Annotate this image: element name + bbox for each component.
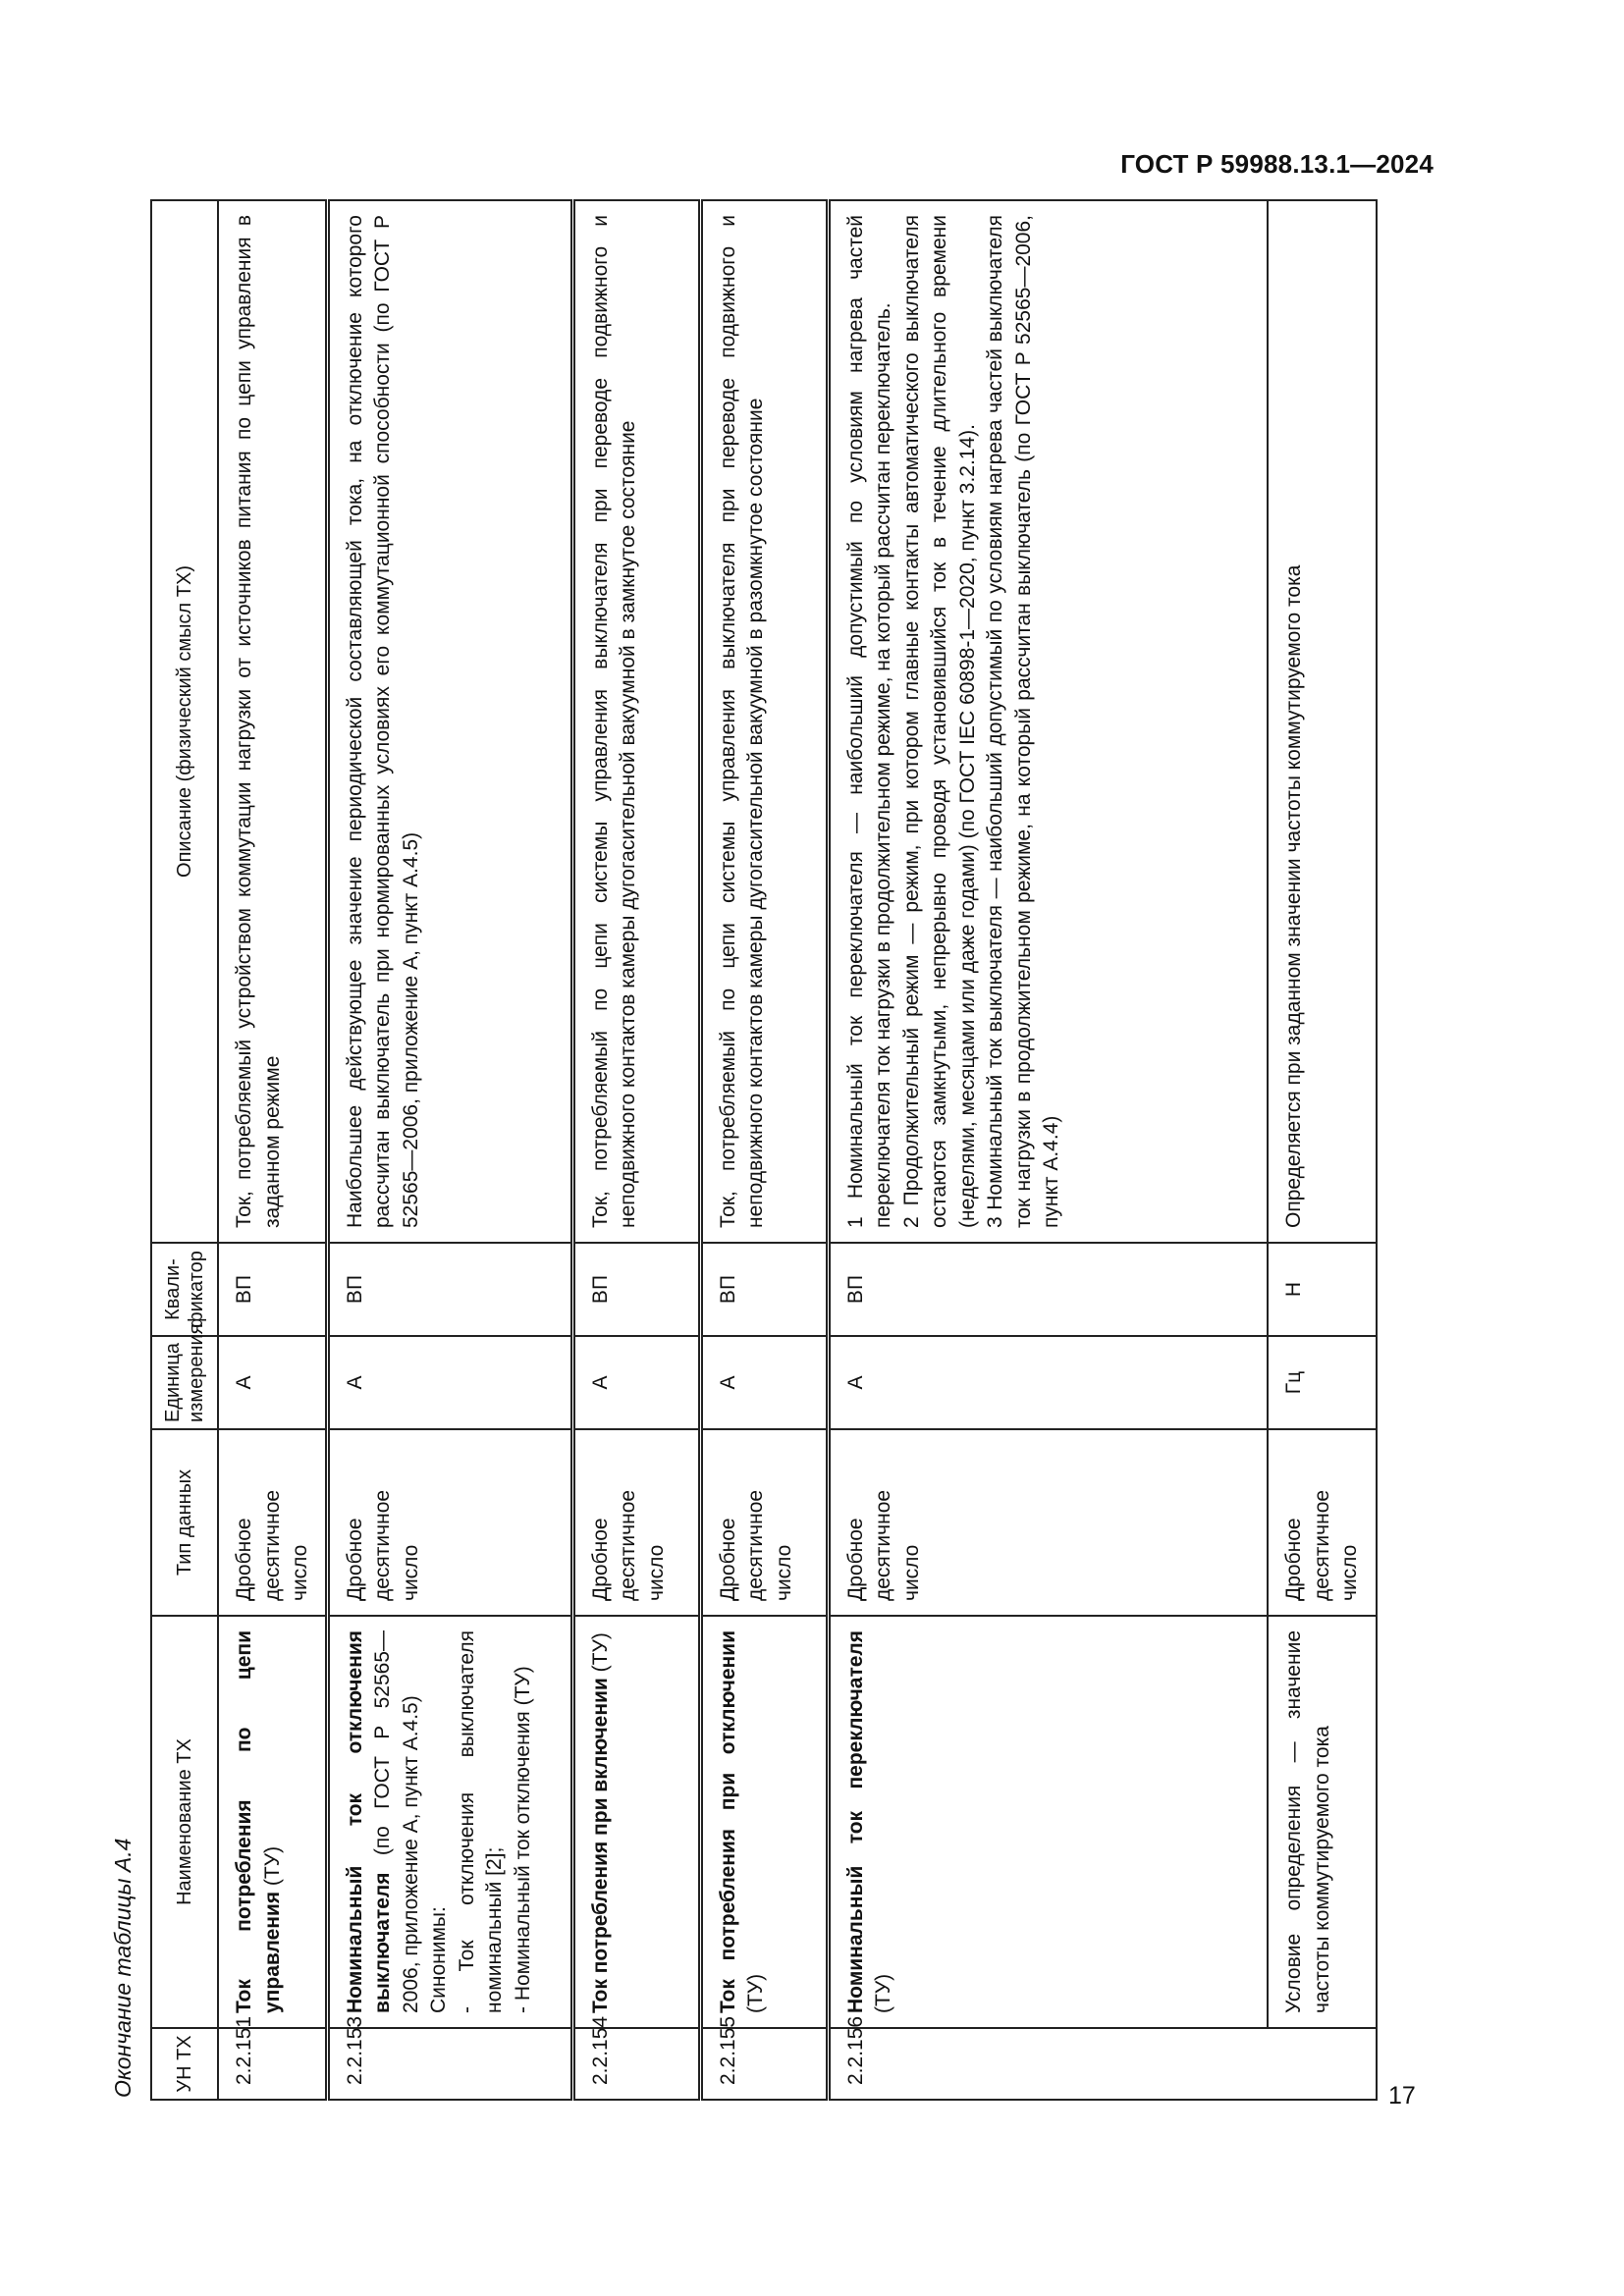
cell-name (700, 1616, 828, 2028)
cell-qualifier: ВП (572, 1243, 700, 1336)
cell-code: 2.2.153 (327, 2028, 572, 2100)
table-row (218, 200, 327, 2100)
table-row (828, 200, 1268, 2100)
description-note: 1 Номинальный ток переключателя — наибольший допустимый по условиям нагрева частей переключателя ток нагрузки в продолжительном режиме, на который рассчитан переключатель. (843, 215, 894, 1228)
cell-unit: А (572, 1336, 700, 1429)
cell-description: Ток, потребляемый устройством коммутации нагрузки от источников питания по цепи управления в заданном режиме (218, 200, 327, 1243)
cell-unit: А (218, 1336, 327, 1429)
cell-unit: А (828, 1336, 1268, 1429)
cell-qualifier: ВП (828, 1243, 1268, 1336)
cell-code: 2.2.155 (700, 2028, 828, 2100)
table-caption: Окончание таблицы А.4 (110, 1838, 135, 2098)
name-rest: (ТУ) (872, 1973, 894, 2013)
table-row (700, 200, 828, 2100)
name-rest: (ТУ) (744, 1973, 767, 2013)
characteristics-table (150, 199, 1378, 2101)
header-description: Описание (физический смысл ТХ) (151, 200, 218, 1243)
name-bold: Ток потребления при отключении (716, 1630, 739, 2013)
cell-qualifier: Н (1268, 1243, 1377, 1336)
header-type: Тип данных (151, 1429, 218, 1616)
cell-qualifier: ВП (218, 1243, 327, 1336)
cell-code: 2.2.154 (572, 2028, 700, 2100)
cell-description: Ток, потребляемый по цепи системы управления выключателя при переводе подвижного и неподвижного контактов камеры дугогасительной вакуумной в замкнутое состояние (572, 200, 700, 1243)
cell-name (572, 1616, 700, 2028)
cell-name (218, 1616, 327, 2028)
synonyms-title: Синонимы: (427, 1906, 450, 2013)
name-bold: Номинальный ток отключения выключателя (343, 1630, 394, 2013)
name-bold: Ток потребления при включении (588, 1678, 612, 2013)
document-code: ГОСТ Р 59988.13.1—2024 (1120, 149, 1434, 179)
name-rest: (по ГОСТ Р 52565—2006, приложение А, пункт А.4.5) (371, 1630, 422, 2013)
table-row (572, 200, 700, 2100)
cell-type: Дробное десятичное число (327, 1429, 572, 1616)
name-rest: (ТУ) (260, 1845, 284, 1892)
description-note: 3 Номинальный ток выключателя — наибольший допустимый по условиям нагрева частей выключателя ток нагрузки в продолжительном режиме, на который рассчитан выключатель (по ГОСТ Р 52565—2006, пункт А.4.4) (984, 215, 1062, 1228)
cell-unit: А (700, 1336, 828, 1429)
cell-unit: Гц (1268, 1336, 1377, 1429)
cell-code: 2.2.156 (828, 2028, 1377, 2100)
header-unit: Единица измерения (151, 1336, 218, 1429)
cell-qualifier: ВП (327, 1243, 572, 1336)
description-note: 2 Продолжительный режим — режим, при котором главные контакты автоматического выключателя остаются замкнутыми, непрерывно проводя установившийся ток в течение длительного времени (неделями, месяцами или даже годами) (по ГОСТ IEC 60898-1—2020, пункт 3.2.14). (899, 215, 979, 1228)
header-qualifier: Квали-фикатор (151, 1243, 218, 1336)
cell-name: Условие определения — значение частоты коммутируемого тока (1268, 1616, 1377, 2028)
rotated-table-block (106, 201, 1378, 2101)
table-row (327, 200, 572, 2100)
cell-type: Дробное десятичное число (218, 1429, 327, 1616)
cell-unit: А (327, 1336, 572, 1429)
synonym-item: - Номинальный ток отключения (ТУ) (511, 1666, 534, 2013)
name-bold: Ток потребления по цепи управления (233, 1630, 284, 2013)
cell-name (327, 1616, 572, 2028)
cell-type: Дробное десятичное число (828, 1429, 1268, 1616)
cell-type: Дробное десятичное число (700, 1429, 828, 1616)
page-number: 17 (1388, 2082, 1416, 2109)
cell-description: Ток, потребляемый по цепи системы управления выключателя при переводе подвижного и неподвижного контактов камеры дугогасительной вакуумной в разомкнутое состояние (700, 200, 828, 1243)
header-name: Наименование ТХ (151, 1616, 218, 2028)
cell-type: Дробное десятичное число (1268, 1429, 1377, 1616)
cell-description: Наибольшее действующее значение периодической составляющей тока, на отключение которого рассчитан выключатель при нормированных условиях его коммутационной способности (по ГОСТ Р 52565—2006, приложение А, пункт А.4.5) (327, 200, 572, 1243)
cell-type: Дробное десятичное число (572, 1429, 700, 1616)
cell-name (828, 1616, 1268, 2028)
name-bold: Номинальный ток переключателя (843, 1630, 867, 2013)
cell-qualifier: ВП (700, 1243, 828, 1336)
cell-description: Определяется при заданном значении частоты коммутируемого тока (1268, 200, 1377, 1243)
name-rest: (ТУ) (588, 1632, 612, 1679)
cell-description (828, 200, 1268, 1243)
header-code: УН ТХ (151, 2028, 218, 2100)
cell-code: 2.2.151 (218, 2028, 327, 2100)
table-row (1268, 200, 1377, 2100)
synonym-item: - Ток отключения выключателя номинальный [2]; (455, 1630, 506, 2013)
table-header-row (151, 200, 218, 2100)
